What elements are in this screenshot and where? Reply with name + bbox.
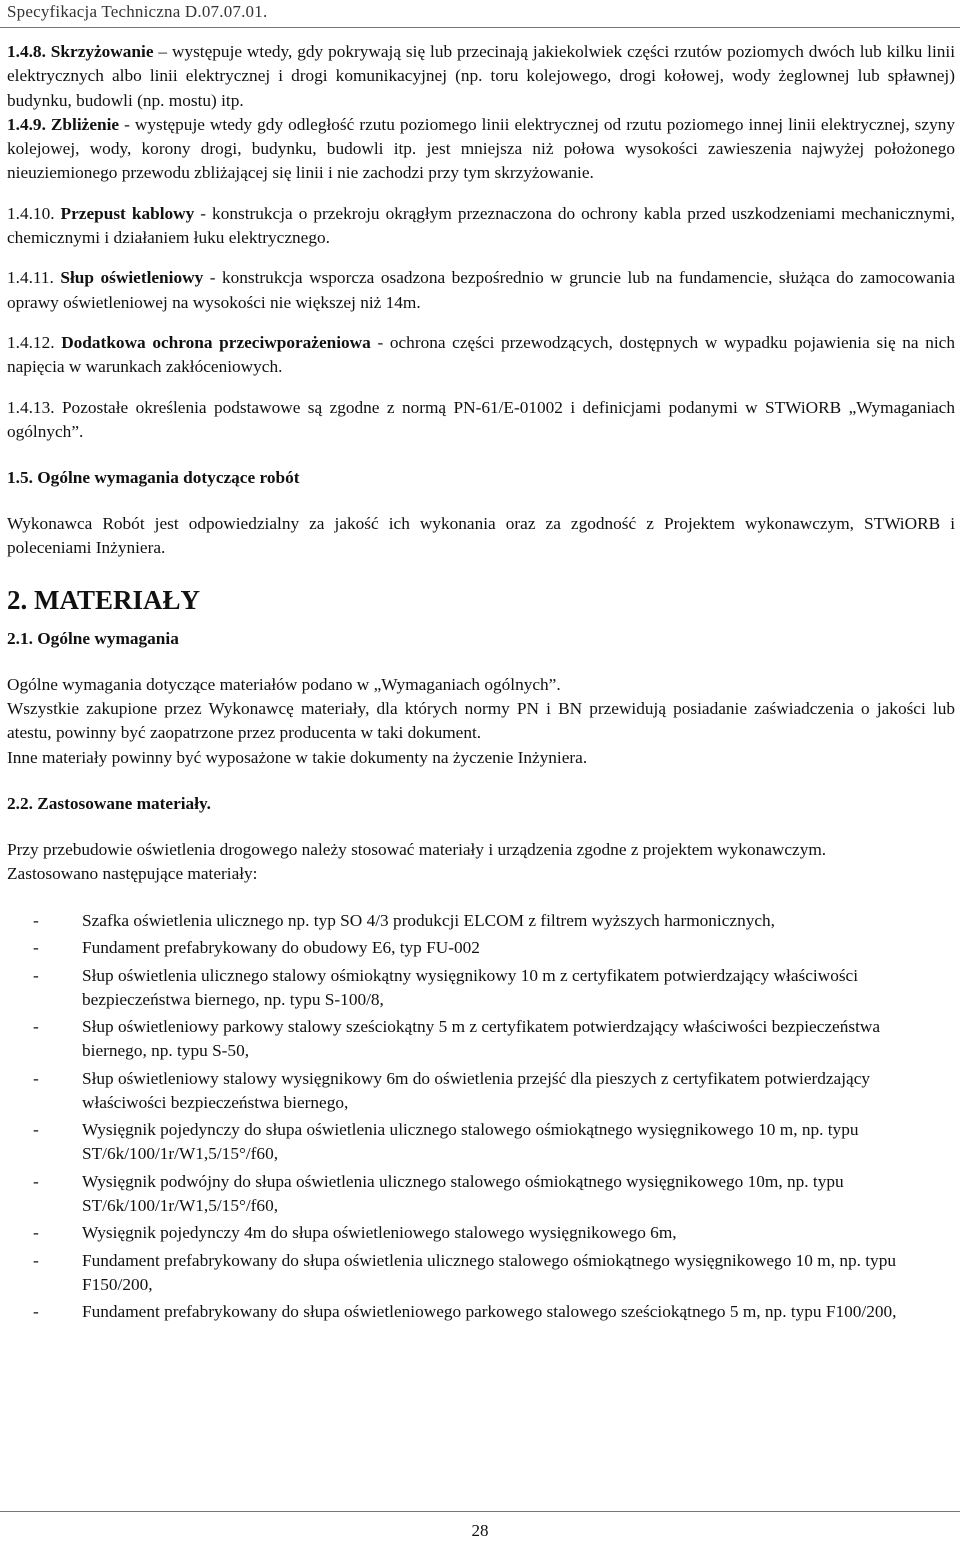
definition-number: 1.4.11. — [7, 268, 54, 288]
definition-term: Skrzyżowanie — [50, 42, 154, 61]
definition-text: - występuje wtedy gdy odległość rzutu poziomego linii elektrycznej od rzutu poziomego innej linii elektrycznej, szyny kolejowej, wody, korony drogi, budynku, budowli itp. jest mniejsza niż połowa wysokości zawieszenia najwyżej położonego nieuziemionego przewodu zbliżającej się linii i nie zachodzi przy tym skrzyżowanie. — [7, 114, 955, 183]
list-dash: - — [33, 1250, 39, 1270]
list-dash: - — [33, 1223, 39, 1243]
header-divider — [0, 27, 960, 28]
definition-text: - konstrukcja wsporcza osadzona bezpośrednio w gruncie lub na fundamencie, służąca do zamocowania oprawy oświetleniowej na wysokości nie większej niż 14m. — [7, 268, 956, 312]
definition-term: Słup oświetleniowy — [60, 268, 204, 288]
list-dash: - — [33, 938, 39, 958]
list-item-text: Słup oświetlenia ulicznego stalowy ośmiokątny wysięgnikowy 10 m z certyfikatem potwierdzający właściwości bezpieczeństwa biernego, np. typu S-100/8, — [82, 965, 859, 1009]
definition-number: 1.4.12. — [7, 332, 55, 352]
definition-text: - ochrona części przewodzących, dostępnych w wypadku pojawienia się na nich napięcia w warunkach zakłóceniowych. — [7, 332, 955, 377]
section-heading-2-1: 2.1. Ogólne wymagania — [7, 628, 179, 648]
definition-text: – występuje wtedy, gdy pokrywają się lub przecinają jakiekolwiek części rzutów poziomych dwóch lub kilku linii elektrycznych albo linii elektrycznej i drogi komunikacyjnej (np. toru kolejowego, drogi kołowej, wody żeglownej lub spławnej) budynku, budowli (np. mostu) itp. — [7, 42, 955, 110]
section-paragraph-2-2-intro: Przy przebudowie oświetlenia drogowego należy stosować materiały i urządzenia zgodne z projektem wykonawczym. — [7, 839, 827, 859]
list-item — [7, 936, 955, 960]
definition-term: Przepust kablowy — [60, 203, 195, 223]
list-item-text: Wysięgnik pojedynczy do słupa oświetlenia ulicznego stalowego ośmiokątnego wysięgnikowego 10 m, np. typu ST/6k/100/1r/W1,5/15°/f60, — [82, 1120, 859, 1164]
list-item — [7, 1015, 955, 1063]
list-dash: - — [33, 1068, 39, 1088]
section-paragraph-2-2-lead: Zastosowano następujące materiały: — [7, 864, 258, 884]
list-item-text: Wysięgnik podwójny do słupa oświetlenia ulicznego stalowego ośmiokątnego wysięgnikowego 10m, np. typu ST/6k/100/1r/W1,5/15°/f60, — [82, 1171, 844, 1215]
section-paragraph-2-1-c: Inne materiały powinny być wyposażone w takie dokumenty na życzenie Inżyniera. — [7, 747, 588, 767]
list-item-text: Fundament prefabrykowany do słupa oświetlenia ulicznego stalowego ośmiokątnego wysięgnikowego 10 m, np. typu F150/200, — [82, 1250, 896, 1294]
definition-text: Pozostałe określenia podstawowe są zgodne z normą PN-61/E-01002 i definicjami podanymi w STWiORB „Wymaganiach ogólnych”. — [7, 397, 955, 441]
list-item — [7, 1170, 955, 1218]
list-dash: - — [33, 1120, 39, 1140]
definition-term: Dodatkowa ochrona przeciwporażeniowa — [61, 332, 371, 352]
section-paragraph-2-1-b: Wszystkie zakupione przez Wykonawcę materiały, dla których normy PN i BN przewidują posiadanie zaświadczenia o jakości lub atestu, powinny być zaopatrzone przez producenta w taki dokument. — [7, 699, 955, 743]
definition-1-4-8 — [7, 40, 955, 113]
list-dash: - — [33, 1171, 39, 1191]
list-item-text: Słup oświetleniowy parkowy stalowy sześciokątny 5 m z certyfikatem potwierdzający właściwości bezpieczeństwa biernego, np. typu S-50, — [82, 1017, 881, 1061]
section-paragraph-2-1-a: Ogólne wymagania dotyczące materiałów podano w „Wymaganiach ogólnych”. — [7, 674, 561, 694]
section-heading-2-2: 2.2. Zastosowane materiały. — [7, 793, 211, 813]
list-dash: - — [33, 1017, 39, 1037]
list-item-text: Fundament prefabrykowany do słupa oświetleniowego parkowego stalowego sześciokątnego 5 m, np. typu F100/200, — [82, 1302, 897, 1322]
list-item-text: Wysięgnik pojedynczy 4m do słupa oświetleniowego stalowego wysięgnikowego 6m, — [82, 1223, 677, 1243]
list-dash: - — [33, 965, 39, 985]
materials-list — [7, 909, 955, 1325]
list-item-text: Szafka oświetlenia ulicznego np. typ SO 4/3 produkcji ELCOM z filtrem wyższych harmonicznych, — [82, 910, 775, 930]
document-body — [7, 40, 955, 1328]
section-heading-1-5: 1.5. Ogólne wymagania dotyczące robót — [7, 468, 300, 488]
list-item-text: Słup oświetleniowy stalowy wysięgnikowy 6m do oświetlenia przejść dla pieszych z certyfikatem potwierdzający właściwości bezpieczeństwa biernego, — [82, 1068, 871, 1112]
definition-1-4-13 — [7, 396, 955, 445]
definition-term: Zbliżenie — [50, 114, 120, 134]
definition-number: 1.4.9. — [7, 114, 46, 134]
list-item — [7, 964, 955, 1012]
list-item — [7, 909, 955, 933]
definition-1-4-12 — [7, 331, 955, 380]
list-item — [7, 1118, 955, 1166]
list-dash: - — [33, 910, 39, 930]
list-item — [7, 1221, 955, 1245]
definition-1-4-9 — [7, 113, 955, 186]
list-item — [7, 1067, 955, 1115]
list-item — [7, 1300, 955, 1324]
definition-number: 1.4.13. — [7, 397, 55, 417]
list-item-text: Fundament prefabrykowany do obudowy E6, typ FU-002 — [82, 938, 480, 958]
definition-number: 1.4.8. — [7, 42, 46, 61]
definition-1-4-11 — [7, 266, 955, 315]
page-header: Specyfikacja Techniczna D.07.07.01. — [7, 2, 268, 21]
chapter-heading-materials: 2. MATERIAŁY — [7, 584, 201, 615]
definition-1-4-10 — [7, 202, 955, 251]
list-item — [7, 1249, 955, 1297]
page-number: 28 — [471, 1521, 489, 1540]
section-paragraph-1-5: Wykonawca Robót jest odpowiedzialny za jakość ich wykonania oraz za zgodność z Projektem wykonawczym, STWiORB i poleceniami Inżyniera. — [7, 514, 955, 558]
footer-divider — [0, 1511, 960, 1512]
list-dash: - — [33, 1302, 39, 1322]
definition-text: - konstrukcja o przekroju okrągłym przeznaczona do ochrony kabla przed uszkodzeniami mechanicznymi, chemicznymi i działaniem łuku elektrycznego. — [7, 203, 955, 248]
definition-number: 1.4.10. — [7, 203, 55, 223]
